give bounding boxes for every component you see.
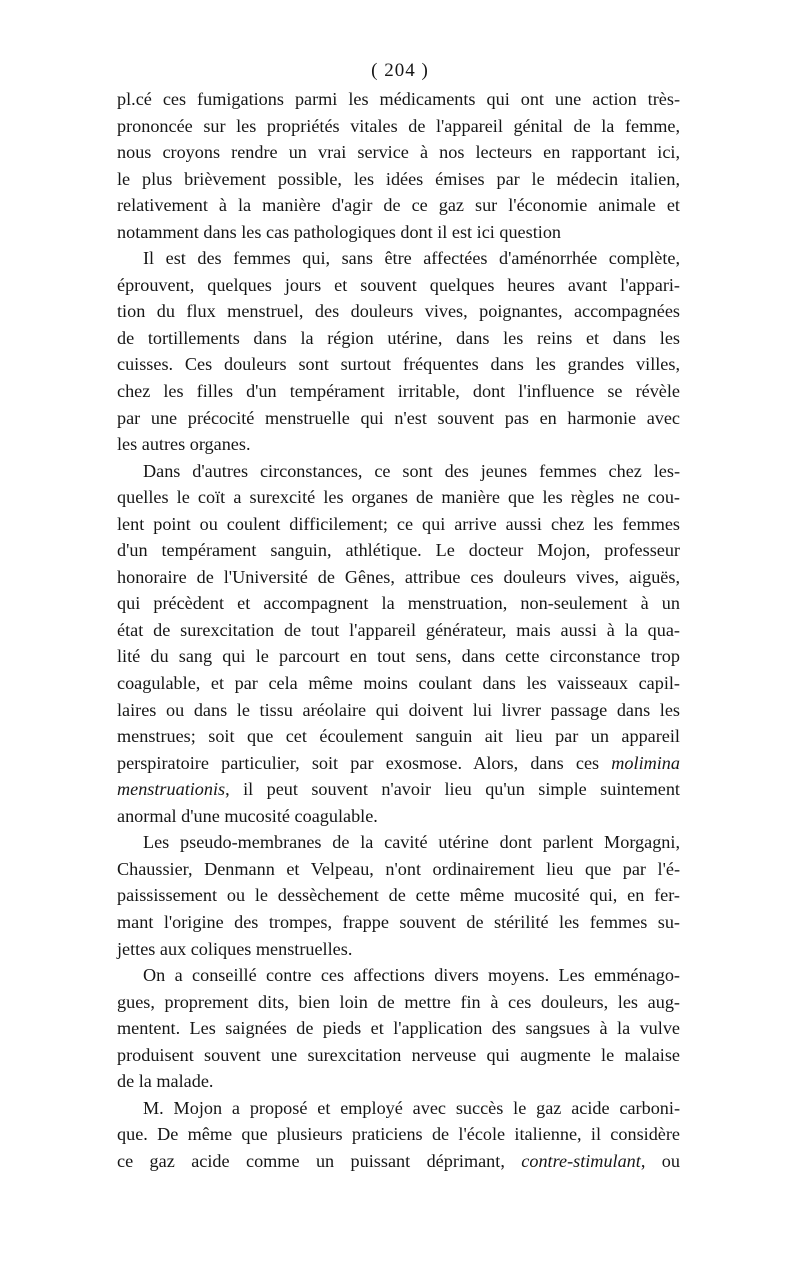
text-line: menstruationis, il peut souvent n'avoir lieu qu'un simple suintement: [117, 779, 680, 800]
text-line: perspiratoire particulier, soit par exosmose. Alors, dans ces molimina: [117, 752, 680, 773]
text-line: coagulable, et par cela même moins coulant dans les vaisseaux capil-: [117, 673, 680, 694]
text-line: mant l'origine des trompes, frappe souvent de stérilité les femmes su-: [117, 911, 680, 932]
text-line: de la malade.: [117, 1071, 214, 1092]
page-number: ( 204 ): [371, 60, 429, 81]
body-text: [117, 86, 680, 1174]
text-line: Chaussier, Denmann et Velpeau, n'ont ordinairement lieu que par l'é-: [117, 858, 680, 879]
text-line: prononcée sur les propriétés vitales de l'appareil génital de la femme,: [117, 115, 680, 136]
text-line: chez les filles d'un tempérament irritable, dont l'influence se révèle: [117, 381, 680, 402]
text-line: pl.cé ces fumigations parmi les médicaments qui ont une action très-: [117, 89, 680, 109]
paragraph: [117, 458, 680, 830]
text-line: ce gaz acide comme un puissant déprimant, contre-stimulant, ou: [117, 1150, 680, 1171]
text-line: Dans d'autres circonstances, ce sont des jeunes femmes chez les-: [143, 460, 680, 481]
text-line: que. De même que plusieurs praticiens de l'école italienne, il considère: [117, 1124, 680, 1145]
text-line: Il est des femmes qui, sans être affectées d'aménorrhée complète,: [143, 248, 680, 269]
text-line: On a conseillé contre ces affections divers moyens. Les emménago-: [143, 965, 680, 986]
text-line: produisent souvent une surexcitation nerveuse qui augmente le malaise: [117, 1044, 680, 1065]
paragraph: [117, 245, 680, 457]
text-line: quelles le coït a surexcité les organes de manière que les règles ne cou-: [117, 487, 680, 508]
text-line: paississement ou le dessèchement de cette même mucosité qui, en fer-: [117, 885, 680, 906]
paragraph: [117, 962, 680, 1095]
text-line: lent point ou coulent difficilement; ce qui arrive aussi chez les femmes: [117, 513, 680, 534]
italic-term: molimina: [611, 752, 680, 773]
text-line: éprouvent, quelques jours et souvent quelques heures avant l'appari-: [117, 274, 680, 295]
text-line: laires ou dans le tissu aréolaire qui doivent lui livrer passage dans les: [117, 699, 680, 720]
text-line: anormal d'une mucosité coagulable.: [117, 805, 378, 826]
paragraph: [117, 829, 680, 962]
text-line: honoraire de l'Université de Gênes, attribue ces douleurs vives, aiguës,: [117, 566, 680, 587]
text-line: nous croyons rendre un vrai service à nos lecteurs en rapportant ici,: [117, 142, 680, 163]
text-line: les autres organes.: [117, 434, 251, 455]
text-line: le plus brièvement possible, les idées émises par le médecin italien,: [117, 168, 680, 189]
italic-term: menstruationis: [117, 779, 226, 800]
text-line: qui précèdent et accompagnent la menstruation, non-seulement à un: [117, 593, 680, 614]
text-line: de tortillements dans la région utérine, dans les reins et dans les: [117, 327, 680, 348]
text-line: Les pseudo-membranes de la cavité utérine dont parlent Morgagni,: [143, 832, 680, 853]
text-line: jettes aux coliques menstruelles.: [117, 938, 353, 959]
paragraph: [117, 86, 680, 245]
text-line: état de surexcitation de tout l'appareil générateur, mais aussi à la qua-: [117, 619, 680, 640]
text-line: par une précocité menstruelle qui n'est souvent pas en harmonie avec: [117, 407, 680, 428]
text-line: notamment dans les cas pathologiques dont il est ici question: [117, 221, 562, 242]
text-line: tion du flux menstruel, des douleurs vives, poignantes, accompagnées: [117, 301, 680, 322]
paragraph: [117, 1095, 680, 1175]
text-line: cuisses. Ces douleurs sont surtout fréquentes dans les grandes villes,: [117, 354, 680, 375]
text-line: relativement à la manière d'agir de ce gaz sur l'économie animale et: [117, 195, 680, 216]
text-line: menstrues; soit que cet écoulement sanguin ait lieu par un appareil: [117, 726, 680, 747]
text-line: mentent. Les saignées de pieds et l'application des sangsues à la vulve: [117, 1018, 680, 1039]
text-line: M. Mojon a proposé et employé avec succès le gaz acide carboni-: [143, 1097, 680, 1118]
text-line: gues, proprement dits, bien loin de mettre fin à ces douleurs, les aug-: [117, 991, 680, 1012]
text-line: d'un tempérament sanguin, athlétique. Le docteur Mojon, professeur: [117, 540, 680, 561]
italic-term: contre-stimulant: [521, 1150, 641, 1171]
text-line: lité du sang qui le parcourt en tout sens, dans cette circonstance trop: [117, 646, 680, 667]
